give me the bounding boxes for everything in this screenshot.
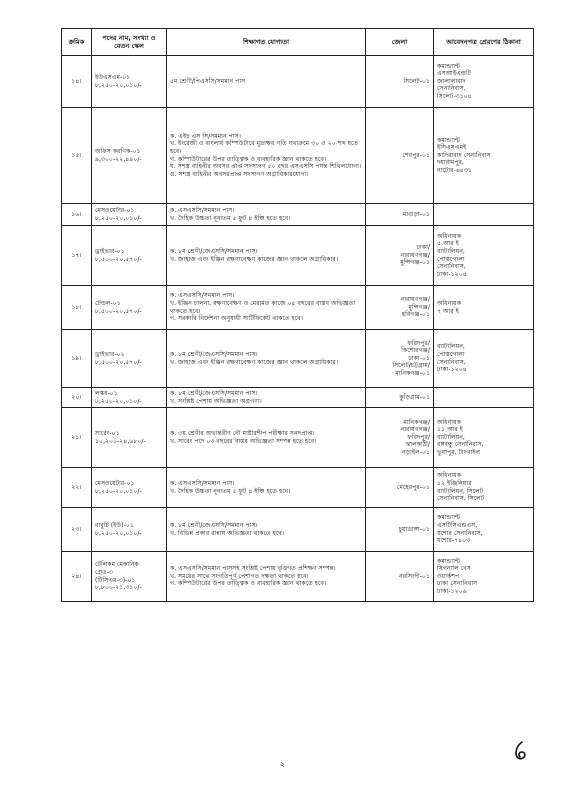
district-line: নরসিংদী-০১ (399, 572, 430, 580)
row-post (92, 286, 167, 330)
district-line: মাগুড়া-০১ (402, 210, 430, 218)
district-line: মানিকগঞ্জ/ (403, 418, 430, 426)
qualification-line: ক. ৮ম শ্রেণী/জেএসসি/সমমান পাস। (170, 389, 258, 397)
qualification-line: খ. দৈহিক উচ্চতা নূন্যতম ৫ ফুট ৪ ইঞ্চি হতে হবে। (170, 487, 291, 495)
address-line: ব্যাটালিয়ন, (437, 247, 465, 255)
table-row (62, 226, 534, 286)
district-line: নারায়ণগঞ্জ/ (400, 426, 430, 434)
row-qualification (167, 108, 366, 204)
address-line: সিলেট-৩১০৪ (437, 92, 472, 100)
row-address (434, 408, 534, 468)
address-line: বঙ্গবন্ধু সেনানিবাস, (437, 441, 484, 449)
qualification-line: ক. ৩য় শ্রেণীর অভ্যন্তরীণ নৌ মাষ্টারশীপ পরীক্ষার সনদপ্রাপ্ত। (170, 429, 315, 437)
district-line: মুন্সিগঞ্জ/ (408, 303, 430, 311)
row-district (366, 468, 434, 508)
qualification-line: ক. এসএসসি/সমমান পাস। (170, 292, 235, 300)
table-row (62, 330, 534, 388)
row-address (434, 552, 534, 602)
address-line: দয়ারামপুর, (437, 159, 464, 167)
qualification-line: গ. কম্পিউটারের উপর তাত্ত্বিক ও ব্যবহারিক জ্ঞান থাকতে হবে। (170, 580, 327, 588)
district-line: মেহেরপুর-০১ (397, 483, 430, 491)
district-line: ফরিদপুর/ (407, 433, 430, 441)
qualification-line: ক. এসএসসি/সমমান পাস। (170, 479, 235, 487)
table-row (62, 468, 534, 508)
district-line: মুন্সিগঞ্জ-০১ (400, 259, 430, 267)
row-qualification (167, 286, 366, 330)
qualification-line: ঘ. সশস্ত্র বাহিনীর অবসর প্রাপ্ত সদস্যগণ ৫০ বছর এসএসসি পর্যন্ত শিথিলযোগ্য। (170, 163, 362, 171)
row-post (92, 330, 167, 388)
district-line: সিলেট/চট্টগ্রাম/ (392, 362, 430, 370)
address-line: ১২ ইঞ্জিনিয়ার (437, 479, 472, 487)
row-serial: ২৩। (62, 508, 92, 552)
row-serial: ১৮। (62, 286, 92, 330)
district-line: নারায়ণগঞ্জ/ (400, 251, 430, 259)
address-line: কমান্ড্যান্ট (437, 136, 460, 144)
address-line: এসটিসিএন্ডএস, (437, 521, 478, 529)
address-line: সেনানিবাস, (437, 263, 466, 271)
table-body (62, 56, 534, 602)
row-qualification (167, 408, 366, 468)
address-line: ঢাকা-১২০৪ (437, 270, 467, 278)
address-line: ব্যাটালিয়ন, সিলেট (437, 487, 484, 495)
post-line: ৮,২৫০-২০,০১০/- (95, 81, 142, 89)
row-qualification (167, 226, 366, 286)
row-post (92, 408, 167, 468)
header-qualification: শিক্ষাগত যোগ্যতা (167, 29, 366, 56)
post-line: মেসওয়েটার-০১ (95, 479, 135, 487)
address-line: ব্যাটালিয়ন, (437, 433, 465, 441)
address-line: যশোর-৭৪০৩ (437, 537, 471, 545)
address-line: ১১ আর ই (437, 426, 463, 434)
post-line: ৮,৫০০-২০,৫৭০/- (95, 255, 142, 263)
table-row (62, 108, 534, 204)
address-line: সেনানিবাস, সিলেট (437, 495, 485, 503)
row-serial: ১৬। (62, 204, 92, 226)
row-address (434, 286, 534, 330)
address-line: ওয়ার্কশপ (437, 572, 460, 580)
row-serial: ২২। (62, 468, 92, 508)
row-qualification (167, 330, 366, 388)
row-serial: ২০। (62, 388, 92, 408)
header-post: পদের নাম, সংখ্যা ও বেতন স্কেল (92, 29, 167, 56)
row-serial: ২৪। (62, 552, 92, 602)
qualification-line: খ. জাহাজ এবং ইঞ্জিন রক্ষণাবেক্ষণ কাজের জ্ঞান থাকলে অগ্রাধিকার। (170, 255, 339, 263)
address-line: ঢাকা-১২০৬ (437, 587, 467, 595)
table-row (62, 286, 534, 330)
row-address (434, 468, 534, 508)
post-line: ৮,২৫০-২০,০১০/- (95, 214, 142, 222)
qualification-line: ক. এইচ এস সি/সমমান পাস। (170, 132, 241, 140)
address-line: ঢাকা সেনানিবাস (437, 580, 478, 588)
row-serial: ১৫। (62, 108, 92, 204)
address-line: সিগন্যাল বেস (437, 565, 471, 573)
address-line: এসআইএন্ডটি (437, 70, 472, 78)
post-line: ৮,২৫০-২০,০১০/- (95, 487, 142, 495)
district-line: হবিগঞ্জ-০১ (401, 311, 430, 319)
address-line: ৫ আর ই (437, 240, 459, 248)
page-number: ২ (279, 760, 286, 769)
address-line: অধিনায়ক (437, 299, 462, 307)
row-qualification (167, 468, 366, 508)
row-district (366, 56, 434, 108)
row-qualification (167, 204, 366, 226)
address-line: ঢাকা-১২০৪ (437, 366, 467, 374)
qualification-line: খ. দৈহিক উচ্চতা নূন্যতম ৫ ফুট ৪ ইঞ্চি হতে হবে। (170, 214, 291, 222)
address-line: জালালাবাদ (437, 77, 466, 85)
row-district (366, 226, 434, 286)
address-line: যশোর সেনানিবাস, (437, 529, 483, 537)
address-line: অধিনায়ক (437, 232, 462, 240)
district-line: ঝালকাঠী/ (405, 441, 430, 449)
address-line: কমান্ড্যান্ট (437, 557, 460, 565)
row-qualification (167, 508, 366, 552)
district-line: কিশোরগঞ্জ/ (401, 347, 430, 355)
row-qualification (167, 56, 366, 108)
district-line: ঢাকা/ (416, 244, 430, 252)
post-line: অফিস করণিক-০১ (95, 147, 141, 155)
qualification-line: খ. সময়ের সাথে সংগতিপূর্ণ পেশাগত দক্ষতা থাকতে হবে। (170, 572, 309, 580)
address-line: অধিনায়ক (437, 418, 462, 426)
table-row (62, 56, 534, 108)
row-serial: ১৭। (62, 226, 92, 286)
row-serial: ১৯। (62, 330, 92, 388)
table-row (62, 552, 534, 602)
row-district (366, 508, 434, 552)
row-post (92, 56, 167, 108)
row-qualification (167, 552, 366, 602)
post-line: ৮,২৫০-২০,০১০/- (95, 529, 142, 537)
row-serial: ১৪। (62, 56, 92, 108)
qualification-line: গ. সরকারি নির্দেশনা অনুযায়ী সার্টিফিকেট থাকতে হবে। (170, 315, 303, 323)
post-line: ইউএসএম-০১ (95, 73, 131, 81)
qualification-line: ক. এসএসসি/সমমান পাসসহ সংশ্লিষ্ট পেশায় বৃত্তিগত প্রশিক্ষণ সম্পন্ন। (170, 565, 336, 573)
post-line: সারেং-০১ (95, 429, 120, 437)
row-post (92, 108, 167, 204)
address-line: পোস্তগোলা (437, 350, 465, 358)
post-line: ৮,৫০০-২০,৫৭০/- (95, 358, 142, 366)
post-line: মেসওয়েটার-০১ (95, 206, 135, 214)
post-line: লস্কর-০১ (95, 389, 118, 397)
district-line: শেরপুর-০১ (402, 151, 430, 159)
row-district (366, 388, 434, 408)
district-line: চুয়াডাঙ্গা-০১ (398, 525, 430, 533)
address-line: পোস্তগোলা (437, 255, 465, 263)
row-post (92, 204, 167, 226)
post-line: গ্রেড-৩ (95, 568, 113, 576)
district-line: মানিকগঞ্জ-০১ (395, 369, 430, 377)
district-line: ফরিদপুর/ (407, 339, 430, 347)
row-post (92, 508, 167, 552)
row-post (92, 226, 167, 286)
post-line: ড্রাইভার-০১ (95, 247, 125, 255)
row-post (92, 388, 167, 408)
row-serial: ২১। (62, 408, 92, 468)
recruitment-table (61, 28, 534, 602)
address-line: ব্যাটালিয়ন, (437, 343, 465, 351)
row-address (434, 204, 534, 226)
qualification-line: ঙ. সশস্ত্র বাহিনীর অবসরপ্রাপ্ত সদস্যগণ অগ্রাধিকারযোগ্য। (170, 170, 309, 178)
row-address (434, 108, 534, 204)
row-address (434, 56, 534, 108)
district-line: কুড়িগ্রাম-০১ (399, 393, 430, 401)
row-qualification (167, 388, 366, 408)
initial-signature (510, 740, 532, 762)
post-line: ১০,২০০-২৪,৬৮০/- (95, 437, 146, 445)
row-district (366, 286, 434, 330)
row-district (366, 408, 434, 468)
table-header-row (62, 29, 534, 56)
row-address (434, 508, 534, 552)
table-row (62, 408, 534, 468)
post-line: ৮,৫০০-২০,৫৭০/- (95, 307, 142, 315)
qualification-line: খ. বিভিন্ন প্রকার রান্নায় অভিজ্ঞতা থাকতে হবে। (170, 529, 285, 537)
header-address: আবেদনপত্র প্রেরণের ঠিকানা (434, 29, 534, 56)
qualification-line: ক. ৮ম শ্রেণী/জেএসসি/সমমান পাস। (170, 247, 258, 255)
qualification-line: গ. কম্পিউটারের উপর তাত্ত্বিক ও ব্যবহারিক জ্ঞান থাকতে হবে। (170, 155, 327, 163)
address-line: ইসিএসএমই (437, 144, 467, 152)
district-line: নড়াইল-০১ (401, 448, 430, 456)
row-post (92, 552, 167, 602)
header-serial: ক্রমিক (62, 29, 92, 56)
row-district (366, 552, 434, 602)
post-line: (টিসিএম-৩)-০১ (95, 576, 136, 584)
district-line: সিলেট-০১ (403, 77, 430, 85)
table-row (62, 204, 534, 226)
address-line: সেনানিবাস, (437, 85, 466, 93)
row-district (366, 204, 434, 226)
row-post (92, 468, 167, 508)
row-address (434, 388, 534, 408)
row-district (366, 330, 434, 388)
post-line: ড্রাইভার-০২ (95, 350, 125, 358)
district-line: ঢাকা-০১ (408, 354, 430, 362)
post-line: ৯,৩০০-২২,৪৯০/- (95, 155, 142, 163)
qualification-line: খ. জাহাজ এবং ইঞ্জিন রক্ষণাবেক্ষণ কাজের জ্ঞান থাকলে অগ্রাধিকার। (170, 358, 339, 366)
post-line: ৮,২৫০-২০,০১০/- (95, 397, 142, 405)
row-address (434, 330, 534, 388)
table-row (62, 388, 534, 408)
table-row (62, 508, 534, 552)
qualification-line: খ. ইংরেজী ও বাংলায় কম্পিউটারে মুদ্রাক্ষর গতি যথাক্রমে ৩০ ও ২০ শব্দ হতে হবে। (170, 140, 359, 155)
qualification-line: ক. ৮ম শ্রেণী/জেএসসি/সমমান পাস। (170, 350, 258, 358)
post-line: টেন্ডল-০১ (95, 299, 121, 307)
address-line: কমান্ড্যান্ট (437, 62, 460, 70)
address-line: সেনানিবাস, (437, 358, 466, 366)
address-line: ভুয়াপুর, টাংগাইল (437, 448, 481, 456)
post-line: বাবুর্চি (ইউ)-০১ (95, 521, 134, 529)
address-line: অধিনায়ক (437, 472, 462, 480)
row-address (434, 226, 534, 286)
qualification-line: ৫ম শ্রেণী/পিএসসি/সমমান পাস (170, 77, 246, 85)
qualification-line: খ. সারেং পদে ০৩ বছরের বাস্তব অভিজ্ঞতা সম্পন্ন হতে হবে। (170, 437, 317, 445)
row-district (366, 108, 434, 204)
qualification-line: ক. এসএসসি/সমমান পাস। (170, 206, 235, 214)
qualification-line: ক. ৮ম শ্রেণী/জেএসসি/সমমান পাস। (170, 521, 258, 529)
header-district: জেলা (366, 29, 434, 56)
address-line: কাদিরাবাদ সেনানিবাস (437, 151, 491, 159)
post-line: টেলিকম মেকানিক (95, 561, 139, 569)
address-line: নাটোর-৬৪৩১ (437, 166, 472, 174)
address-line: ৭ আর ই (437, 307, 459, 315)
qualification-line: খ. ইঞ্জিন চালনা, রক্ষণাবেক্ষণ ও মেরামত কাজে ০৫ বছরের বাস্তব অভিজ্ঞতা থাকতে হবে। (170, 299, 356, 315)
qualification-line: খ. সংশ্লিষ্ট পেশায় অভিজ্ঞতা অগ্রগণ্য। (170, 397, 262, 405)
post-line: ৮,৮০০-২১,৩১০/- (95, 584, 142, 592)
district-line: নারায়ণগঞ্জ/ (400, 296, 430, 304)
address-line: কমান্ড্যান্ট (437, 514, 460, 522)
